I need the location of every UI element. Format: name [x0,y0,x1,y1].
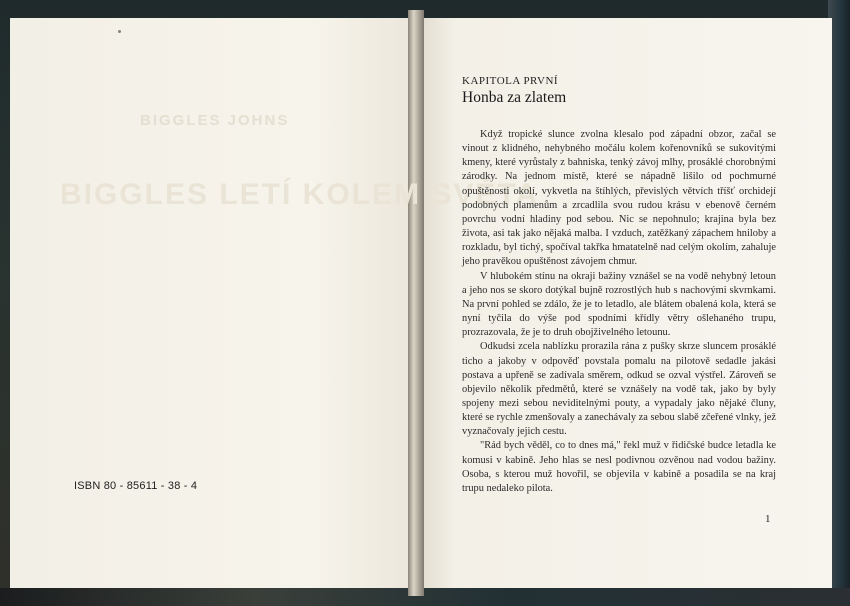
chapter-label: KAPITOLA PRVNÍ [462,75,559,87]
paragraph: Odkudsi zcela nablízku prorazila rána z pušky skrze sluncem prosáklé ticho a jakoby v odpověď povstala pomalu na pilotově sedadle jakási postava a upřeně se zadívala směrem, odkud se ozval výstřel. Zároveň se objevilo několik předmětů, které se vznášely na vodě tak, jako by byly spojeny mezi sebou neviditelnými pouty, a vypadaly jako nějaké čluny, které se rychle zmenšovaly a zanechávaly za sebou slabě zčeřené vlnky, jež vyznačovaly jejich cestu. [462,341,776,438]
chapter-title: Honba za zlatem [462,89,567,106]
show-through-title: BIGGLES LETÍ KOLEM SVĚTA [60,178,540,211]
show-through-author: BIGGLES JOHNS [140,112,290,129]
page-speck [118,30,121,33]
chapter-body [462,128,776,496]
left-page [10,18,410,588]
book-gutter [408,10,424,596]
cover-edge-bottom [0,588,850,606]
paragraph: "Rád bych věděl, co to dnes má," řekl muž v řidičské budce letadla ke komusi v kabině. Jeho hlas se nesl podivnou ozvěnou nad vodou bažiny. Osoba, s kterou muž hovořil, se objevila v kabině a posadila se na kraj trupu nedaleko pilota. [462,440,776,494]
isbn-number: ISBN 80 - 85611 - 38 - 4 [74,480,198,492]
paragraph: Když tropické slunce zvolna klesalo pod západní obzor, začal se vinout z klidného, nehybného močálu kolem kořenovníků se sukovitými kmeny, které vyrůstaly z bahniska, tenký závoj mlhy, prosáklé chorobnými zárodky. Na jednom místě, které se nápadně lišilo od pochmurné opuštěnosti okolí, vykvetla na štíhlých, převislých větvích tříšť orchidejí podobných plamenům a zrcadlila svou rudou krásu v ebenově černém povrchu vodní hladiny pod sebou. Nic se nepohnulo; krajina byla bez života, asi tak jako nějaká malba. I vzduch, zatěžkaný zápachem hniloby a rozkladu, byl tichý, spočíval takřka hmatatelně nad celým okolím, zahaluje jeho pravěkou opuštěnost závojem chmur. [462,129,776,268]
page-number: 1 [765,513,771,525]
paragraph: V hlubokém stínu na okraji bažiny vznášel se na vodě nehybný letoun a jeho nos se skoro dotýkal bujně rozrostlých hub s nachovými skvrnkami. Na první pohled se zdálo, že je to letadlo, ale blátem obalená kola, která se nyní tyčila do výše pod spodními křídly větry ošlehaného trupu, prozrazovala, že je to druh obojživelného letounu. [462,270,776,339]
